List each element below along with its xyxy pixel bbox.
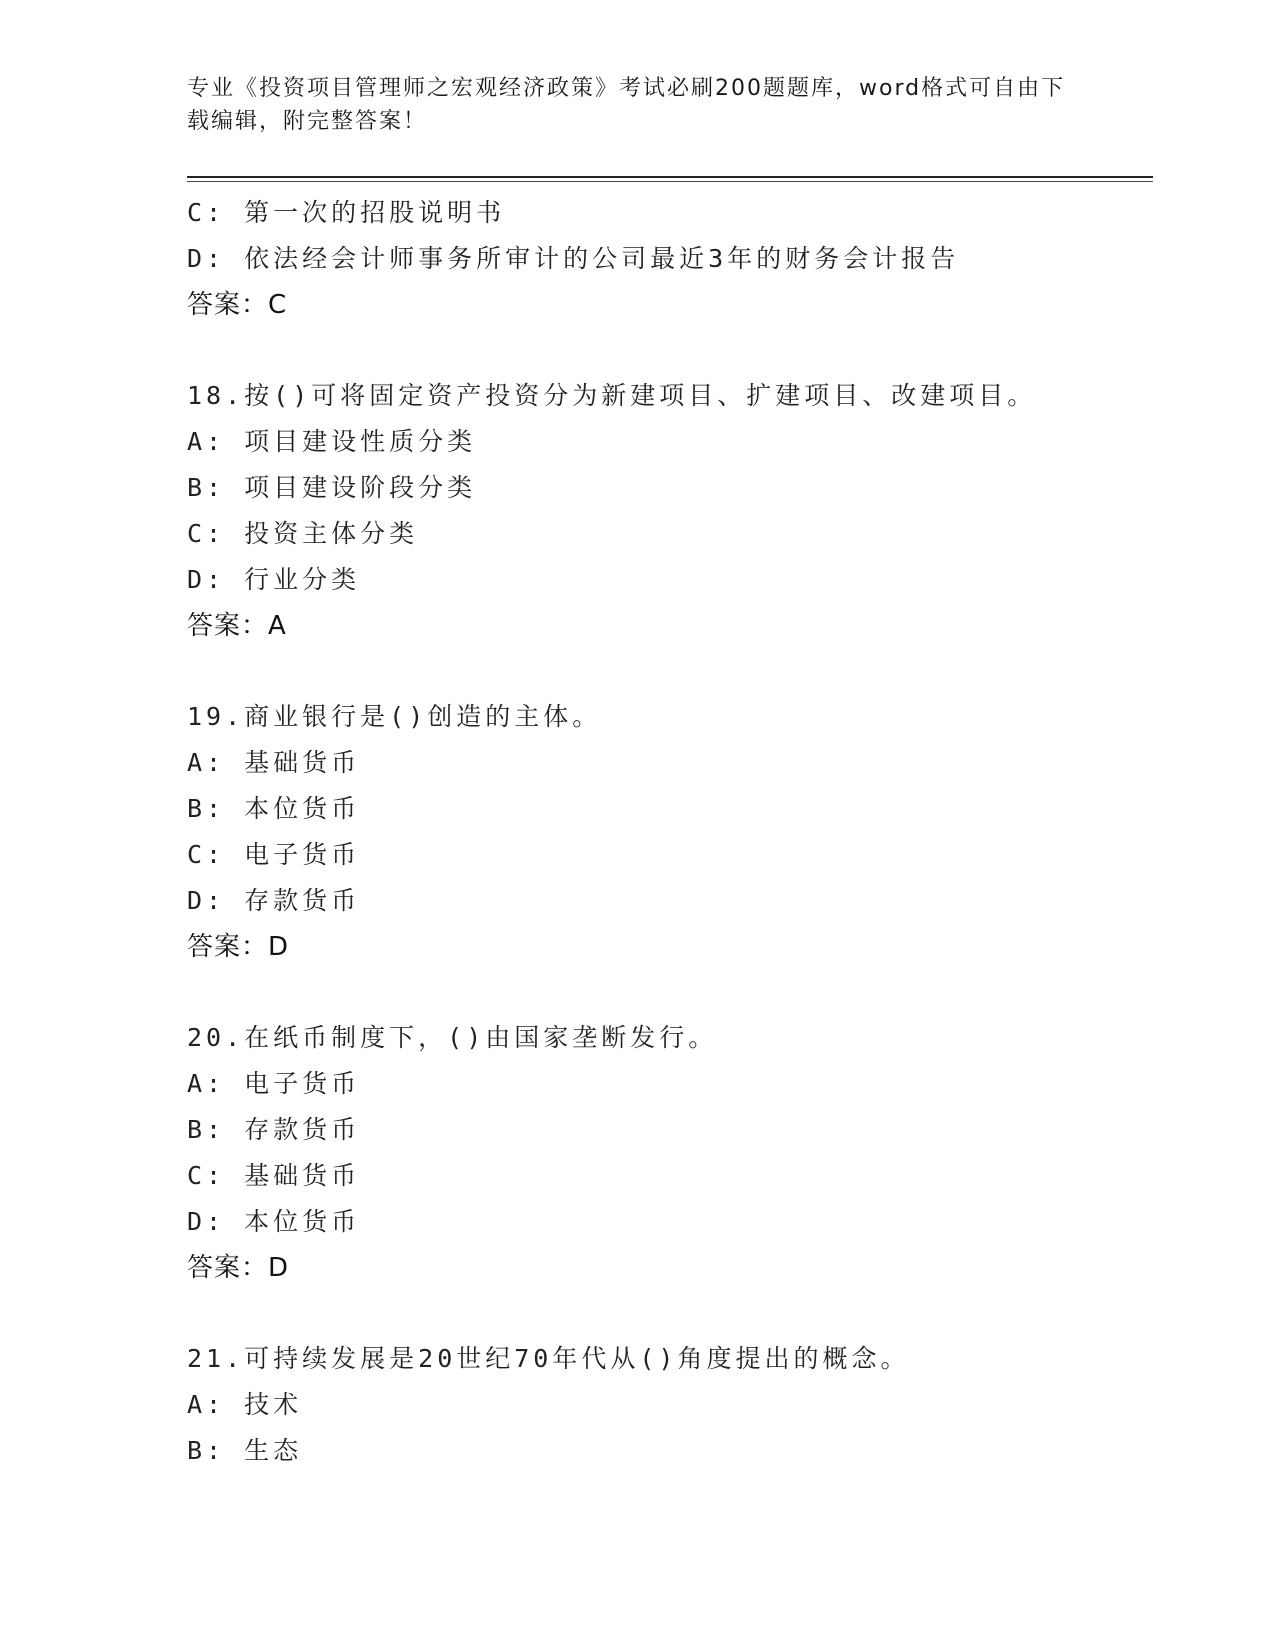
- option-c: C: 电子货币: [187, 840, 361, 869]
- header-divider-thick: [187, 176, 1153, 178]
- block-gap: [187, 970, 1153, 1015]
- question-text: 21.可持续发展是20世纪70年代从()角度提出的概念。: [187, 1344, 910, 1373]
- option-d: D: 依法经会计师事务所审计的公司最近3年的财务会计报告: [187, 244, 960, 273]
- question-block: [187, 694, 1153, 970]
- option-a: A: 基础货币: [187, 748, 361, 777]
- answer-line: 答案：A: [187, 611, 287, 641]
- question-block: [187, 373, 1153, 649]
- question-text: 20.在纸币制度下，()由国家垄断发行。: [187, 1023, 718, 1052]
- question-block: [187, 1336, 1153, 1474]
- option-d: D: 存款货币: [187, 886, 361, 915]
- question-text: 19.商业银行是()创造的主体。: [187, 702, 602, 731]
- option-a: A: 电子货币: [187, 1069, 361, 1098]
- option-d: D: 本位货币: [187, 1207, 361, 1236]
- header-divider-thin: [187, 181, 1153, 182]
- option-c: C: 第一次的招股说明书: [187, 198, 506, 227]
- block-gap: [187, 328, 1153, 373]
- option-b: B: 项目建设阶段分类: [187, 473, 477, 502]
- option-d: D: 行业分类: [187, 565, 361, 594]
- block-gap: [187, 1291, 1153, 1336]
- block-gap: [187, 649, 1153, 694]
- question-block: [187, 1015, 1153, 1291]
- option-c: C: 投资主体分类: [187, 519, 419, 548]
- option-b: B: 生态: [187, 1436, 303, 1465]
- question-list: [187, 190, 1153, 1474]
- option-b: B: 本位货币: [187, 794, 361, 823]
- document-header: 专业《投资项目管理师之宏观经济政策》考试必刷200题题库，word格式可自由下载编辑，附完整答案！: [187, 76, 1066, 134]
- answer-line: 答案：C: [187, 290, 288, 320]
- option-c: C: 基础货币: [187, 1161, 361, 1190]
- answer-line: 答案：D: [187, 932, 290, 962]
- answer-line: 答案：D: [187, 1253, 290, 1283]
- option-a: A: 项目建设性质分类: [187, 427, 477, 456]
- question-block: [187, 190, 1153, 328]
- question-text: 18.按()可将固定资产投资分为新建项目、扩建项目、改建项目。: [187, 381, 1037, 410]
- option-b: B: 存款货币: [187, 1115, 361, 1144]
- option-a: A: 技术: [187, 1390, 303, 1419]
